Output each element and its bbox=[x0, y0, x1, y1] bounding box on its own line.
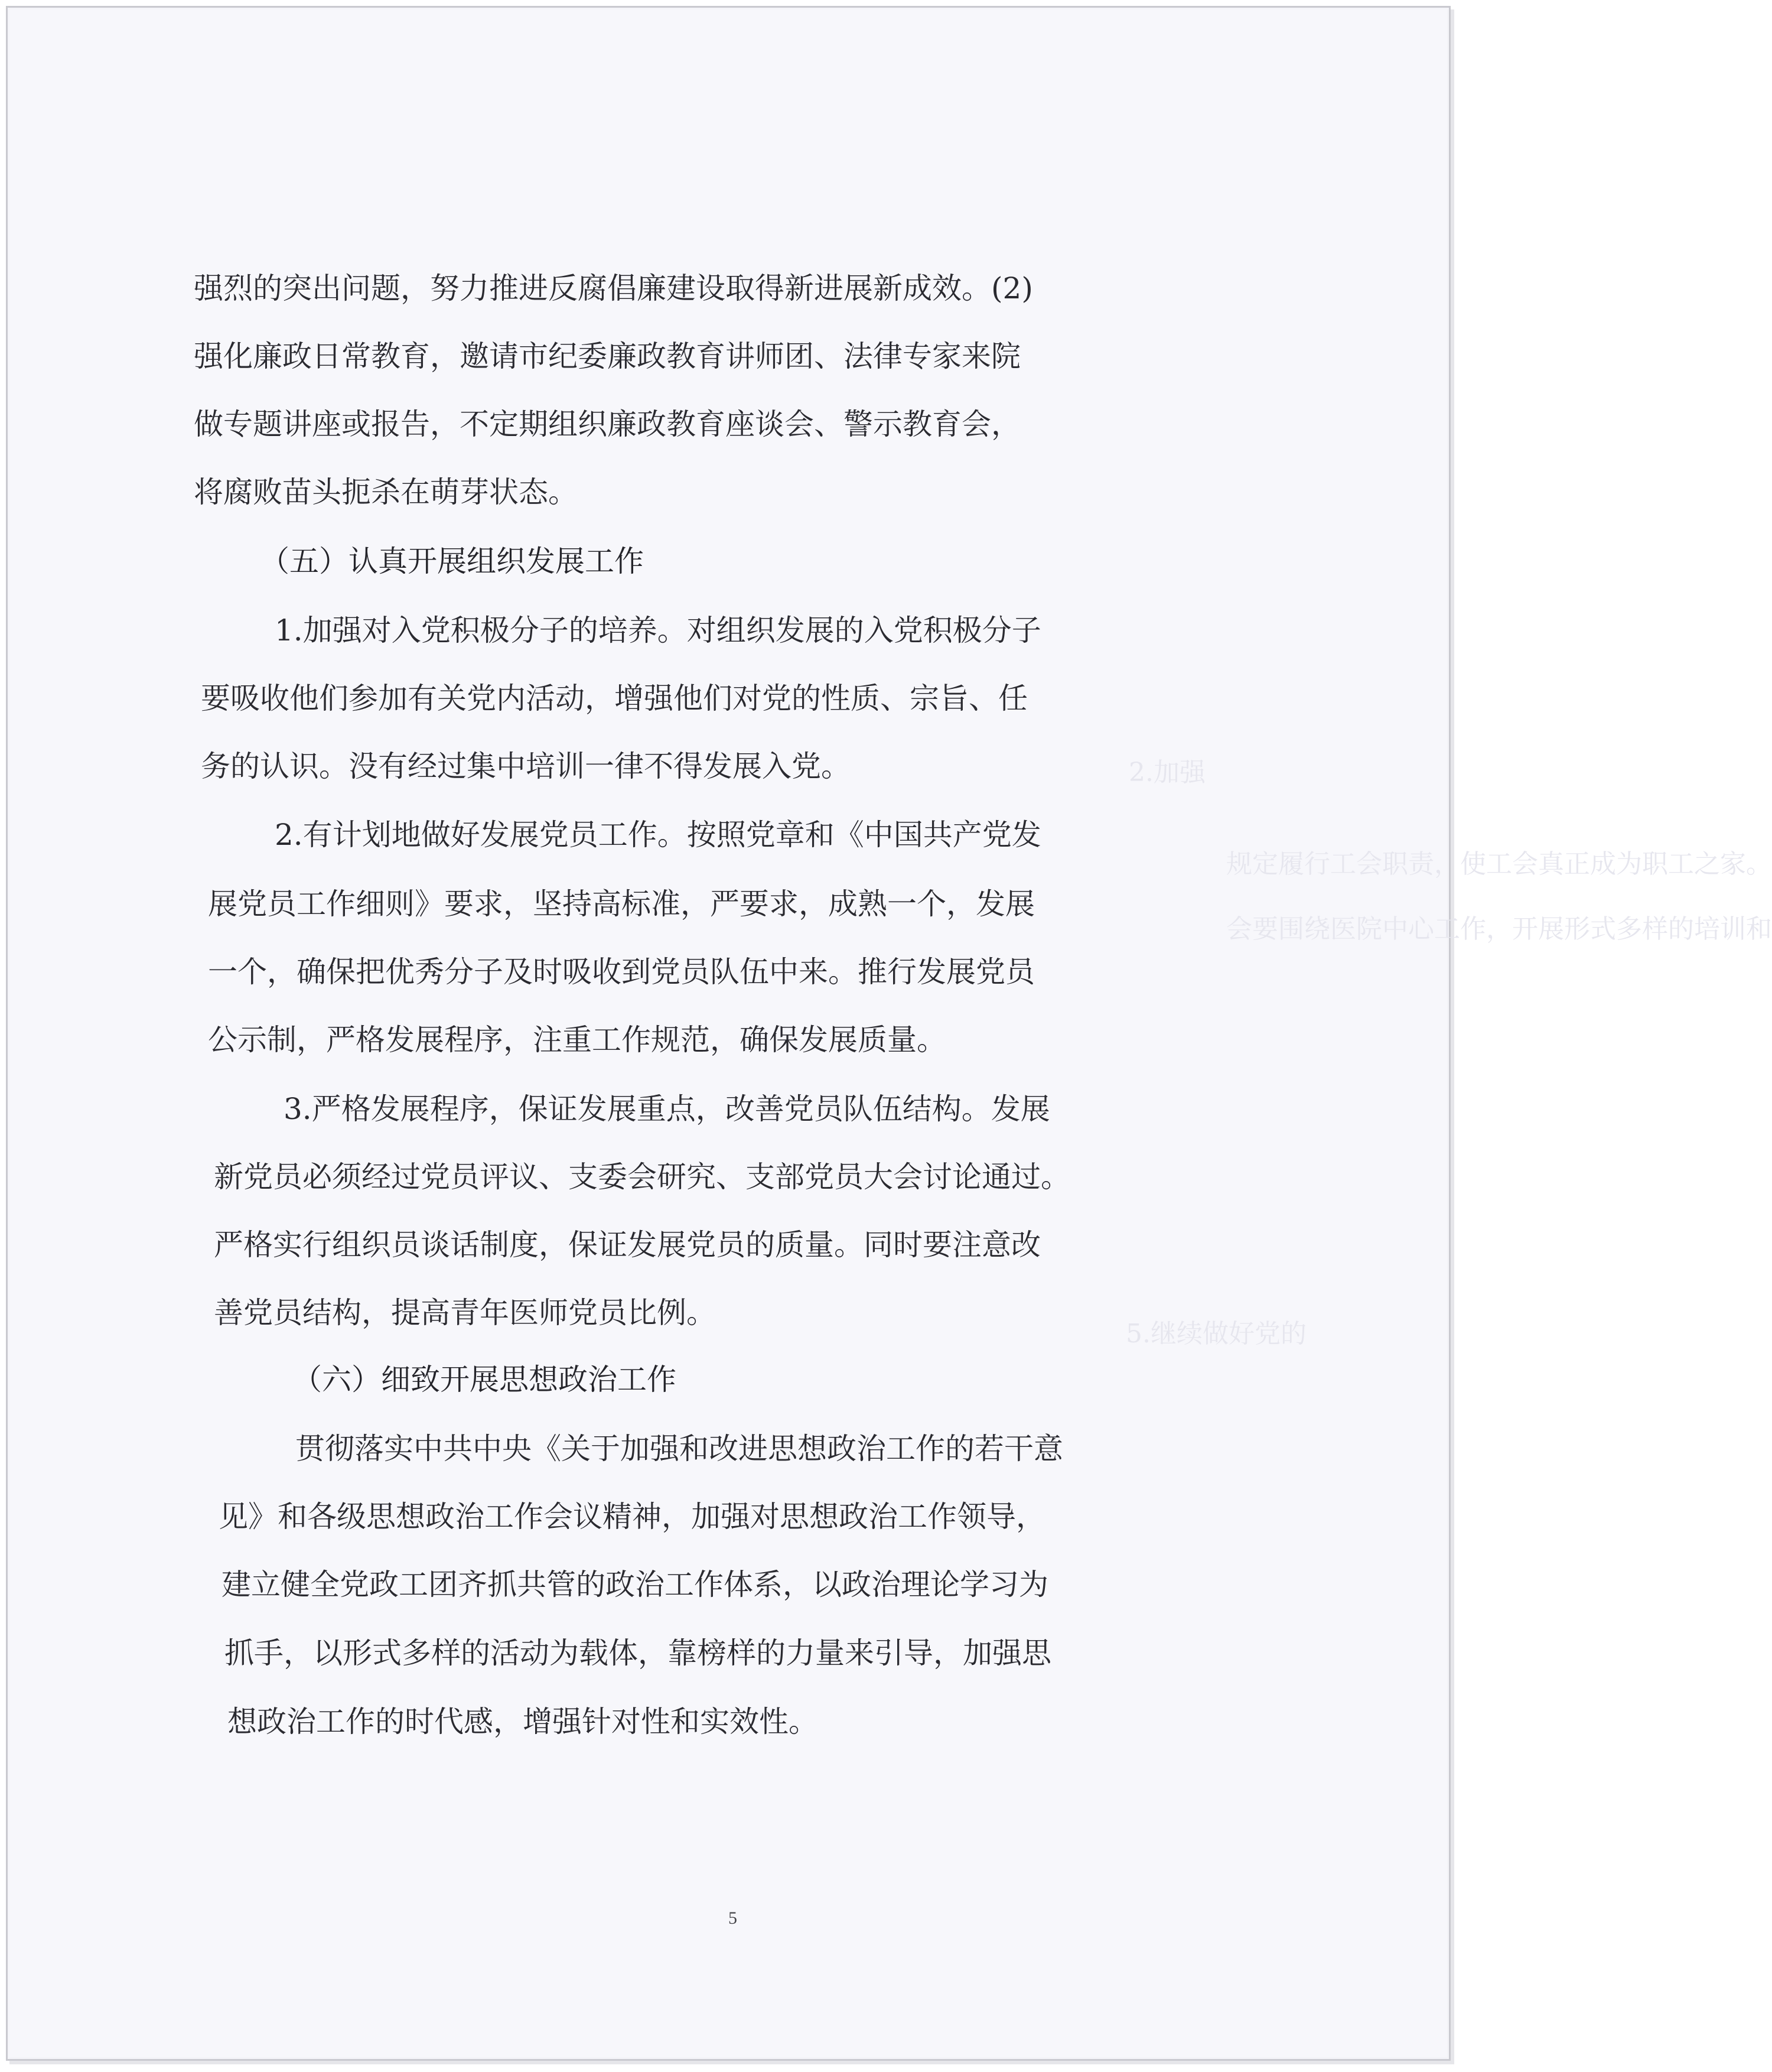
body-line: 抓手，以形式多样的活动为载体，靠榜样的力量来引导，加强思 bbox=[224, 1636, 1051, 1670]
bleed-through-text: 5.继续做好党的 bbox=[1126, 1319, 1307, 1349]
body-line: 务的认识。没有经过集中培训一律不得发展入党。 bbox=[201, 749, 851, 783]
body-line: 将腐败苗头扼杀在萌芽状态。 bbox=[194, 475, 578, 509]
page-number: 5 bbox=[728, 1908, 737, 1928]
body-line: 展党员工作细则》要求，坚持高标准，严要求，成熟一个，发展 bbox=[208, 887, 1035, 921]
body-line: 做专题讲座或报告，不定期组织廉政教育座谈会、警示教育会， bbox=[194, 407, 1021, 441]
body-line: 新党员必须经过党员评议、支委会研究、支部党员大会讨论通过。 bbox=[214, 1160, 1070, 1194]
body-line: 2.有计划地做好发展党员工作。按照党章和《中国共产党发 bbox=[275, 818, 1041, 852]
body-line: 一个，确保把优秀分子及时吸收到党员队伍中来。推行发展党员 bbox=[208, 955, 1035, 989]
body-line: 严格实行组织员谈话制度，保证发展党员的质量。同时要注意改 bbox=[214, 1228, 1041, 1262]
body-line: 见》和各级思想政治工作会议精神，加强对思想政治工作领导， bbox=[219, 1499, 1045, 1534]
body-line: 强化廉政日常教育，邀请市纪委廉政教育讲师团、法律专家来院 bbox=[194, 339, 1021, 373]
body-line: 1.加强对入党积极分子的培养。对组织发展的入党积极分子 bbox=[275, 613, 1041, 648]
body-line: 要吸收他们参加有关党内活动，增强他们对党的性质、宗旨、任 bbox=[201, 681, 1028, 715]
body-line: 强烈的突出问题，努力推进反腐倡廉建设取得新进展新成效。(2) bbox=[194, 271, 1033, 305]
body-line: 3.严格发展程序，保证发展重点，改善党员队伍结构。发展 bbox=[284, 1092, 1050, 1126]
bleed-through-text: 规定履行工会职责，使工会真正成为职工之家。 bbox=[1226, 849, 1772, 879]
body-line: 建立健全党政工团齐抓共管的政治工作体系，以政治理论学习为 bbox=[222, 1567, 1048, 1602]
section-heading: （五）认真开展组织发展工作 bbox=[260, 544, 644, 578]
bleed-through-text: 2.加强 bbox=[1129, 757, 1206, 788]
body-line: 贯彻落实中共中央《关于加强和改进思想政治工作的若干意 bbox=[295, 1432, 1063, 1466]
section-heading: （六）细致开展思想政治工作 bbox=[292, 1362, 676, 1397]
body-line: 公示制，严格发展程序，注重工作规范，确保发展质量。 bbox=[208, 1023, 946, 1057]
body-line: 善党员结构，提高青年医师党员比例。 bbox=[214, 1296, 716, 1330]
body-line: 想政治工作的时代感，增强针对性和实效性。 bbox=[227, 1705, 818, 1739]
bleed-through-text: 会要围绕医院中心工作，开展形式多样的培训和 bbox=[1226, 914, 1772, 944]
